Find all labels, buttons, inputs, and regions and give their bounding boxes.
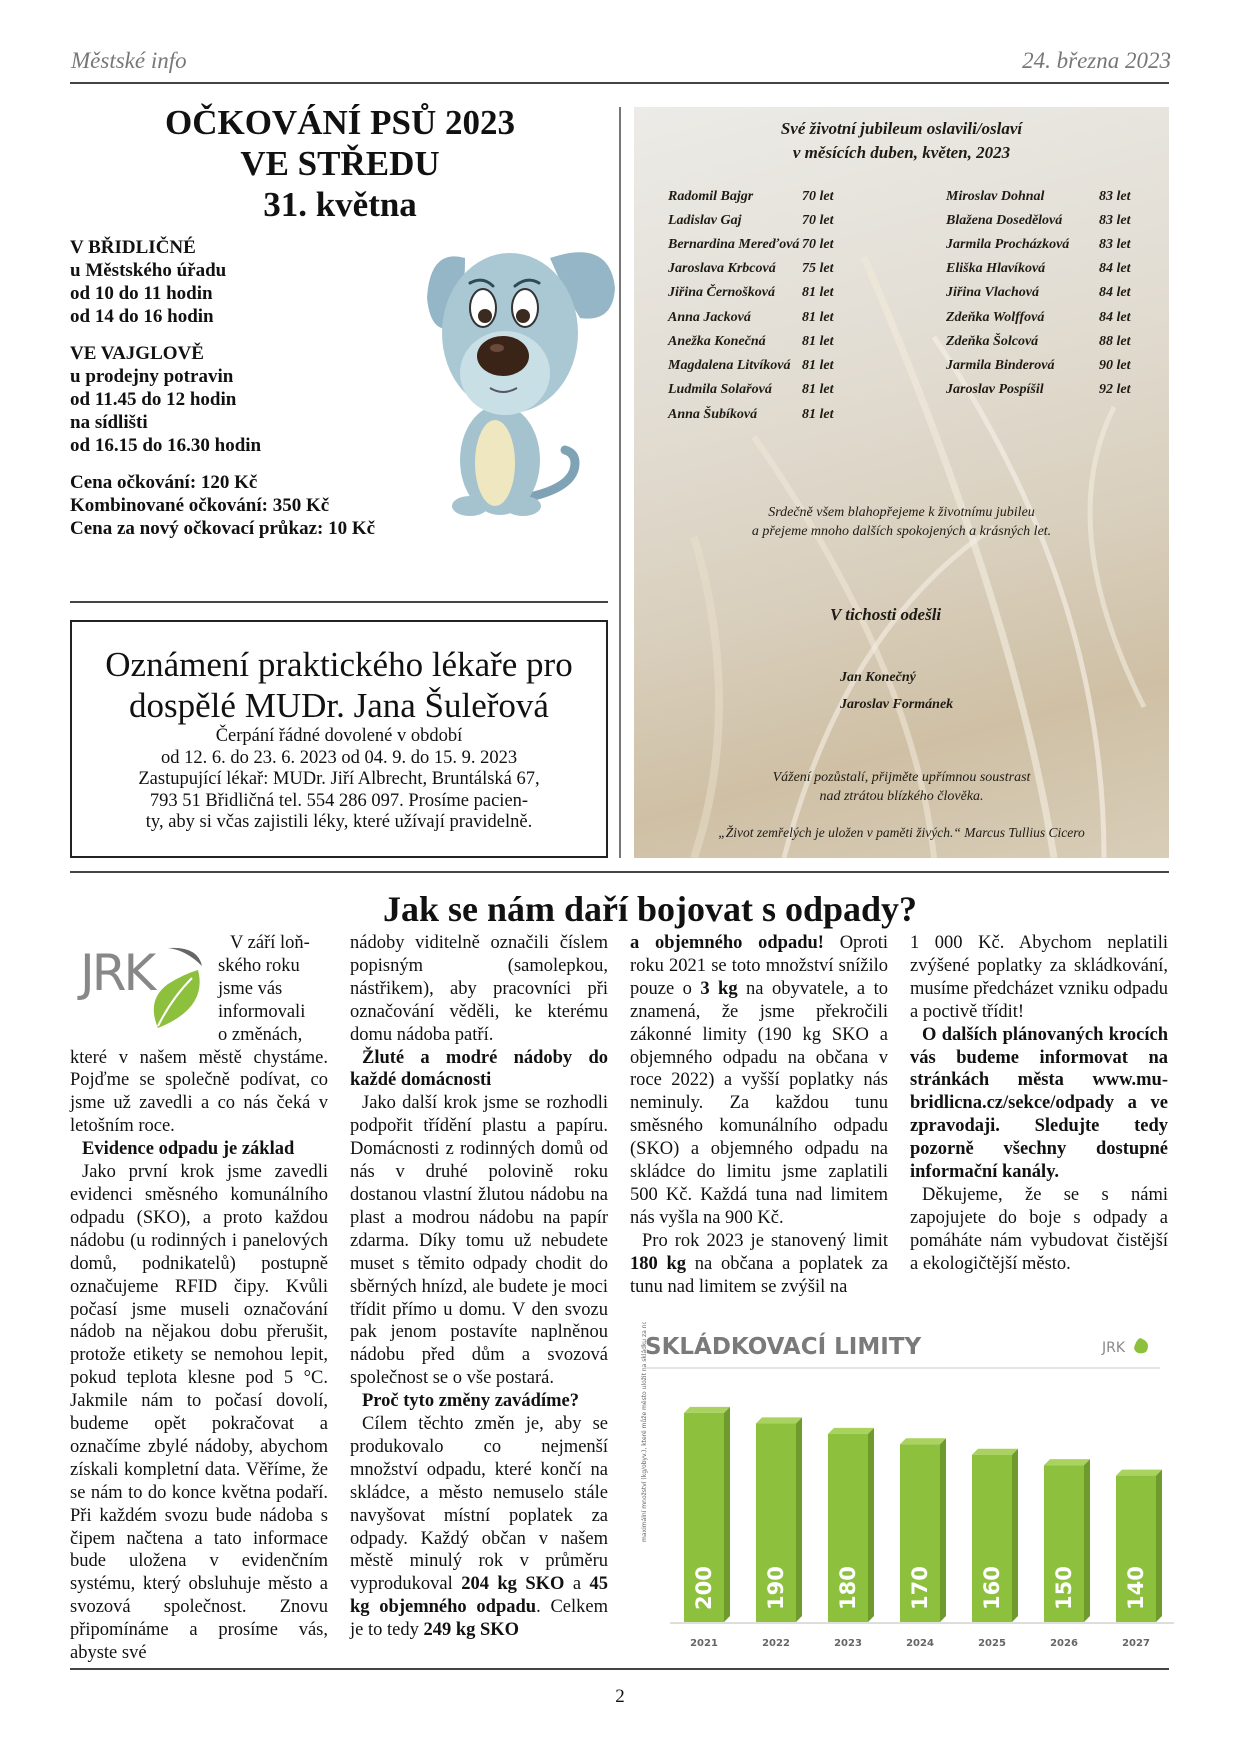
jubilee-title-line: Své životní jubileum oslavili/oslaví — [780, 119, 1023, 138]
jubilee-name: Anežka Konečná — [668, 334, 766, 349]
jubilee-name: Bernardina Mereďová — [668, 237, 800, 252]
doctor-text-line: ty, aby si včas zajistili léky, které užívají pravidelně. — [145, 812, 533, 832]
vaccination-line: u prodejny potravin — [70, 366, 234, 387]
text: a — [564, 1574, 590, 1595]
memoriam-name: Jaroslav Formánek — [840, 697, 954, 712]
text: Cílem těchto změn je, aby se produkovalo co nejmenší množství odpadu, které končí na skládce, a město nemuselo stále navyšovat místní poplatek za odpady. Každý občan v našem městě minulý rok v průměru vyprodukoval — [350, 1414, 608, 1595]
highlight: a objemného odpadu! — [630, 933, 824, 953]
section-heading: Proč tyto změny zavádíme? — [362, 1391, 579, 1412]
vaccination-line: od 11.45 do 12 hodin — [70, 389, 237, 410]
jubilee-name: Jarmila Procházková — [946, 237, 1070, 252]
jubilee-age: 88 let — [1099, 334, 1131, 349]
vaccination-title-line: OČKOVÁNÍ PSŮ 2023 — [164, 103, 516, 142]
chart-data-label: 160 — [980, 1566, 1004, 1610]
vaccination-line: V BŘIDLIČNÉ — [70, 237, 196, 258]
spacer — [70, 457, 375, 471]
header-date: 24. března 2023 — [1022, 48, 1171, 73]
column-divider — [619, 107, 621, 858]
chart-ylabel: maximální množství (kg/obyv.), které může město uložit na skládku za normálnější poplatek — [641, 1322, 648, 1542]
text: Oproti roku 2021 se toto množství snížilo pouze o — [630, 933, 888, 999]
jubilee-age: 75 let — [802, 261, 834, 276]
jubilee-name: Miroslav Dohnal — [946, 189, 1045, 204]
jubilee-panel — [634, 107, 1169, 858]
paragraph: nádoby viditelně označili číslem popisným (samolepkou, nástřikem), aby pracovníci při označování věděli, ke kterému domu nádoba patří. — [350, 933, 608, 1045]
memoriam-name: Jan Konečný — [840, 670, 916, 685]
vaccination-price: Cena za nový očkovací průkaz: 10 Kč — [70, 518, 376, 539]
intro-line: jsme vás — [218, 978, 283, 999]
doctor-text-line: Čerpání řádné dovolené v období — [215, 726, 463, 746]
jubilee-name: Anna Jacková — [668, 310, 751, 325]
vaccination-price: Kombinované očkování: 350 Kč — [70, 495, 330, 516]
jubilee-name: Jaroslava Krbcová — [668, 261, 776, 276]
chart-data-label: 180 — [836, 1566, 860, 1610]
chart-bar-top — [1044, 1459, 1090, 1465]
vaccination-line: u Městského úřadu — [70, 260, 227, 281]
jubilee-age: 84 let — [1099, 310, 1131, 325]
vaccination-price: Cena očkování: 120 Kč — [70, 472, 258, 493]
chart-data-label: 170 — [908, 1566, 932, 1610]
highlight: 180 kg — [630, 1253, 687, 1274]
chart-tick-label: 2022 — [762, 1638, 790, 1649]
highlight: 204 kg SKO — [461, 1574, 565, 1595]
chart-tick-label: 2025 — [978, 1638, 1006, 1649]
condolence-line: nad ztrátou blízkého člověka. — [819, 789, 984, 804]
section-heading: Žluté a modré nádoby do každé domácnosti — [350, 1047, 608, 1091]
jubilee-wish-line: a přejeme mnoho dalších spokojených a krásných let. — [751, 524, 1052, 539]
chart-bar-top — [1116, 1470, 1162, 1476]
highlight: 249 kg SKO — [423, 1620, 520, 1641]
chart-bar-side — [1084, 1459, 1090, 1622]
vaccination-line: VE VAJGLOVĚ — [70, 343, 204, 364]
info-paragraph: O dalších plánovaných krocích vás budeme informovat na stránkách města www.mu-bridlicna.cz/sekce/odpady a ve zpravodaji. Sledujte tedy pozorně všechny dostupné informační kanály. — [910, 1024, 1168, 1183]
chart-bar-top — [972, 1449, 1018, 1455]
jubilee-age: 90 let — [1099, 358, 1131, 373]
jubilee-age: 84 let — [1099, 261, 1131, 276]
chart-data-label: 190 — [764, 1566, 788, 1610]
vaccination-line: od 14 do 16 hodin — [70, 306, 214, 327]
jubilee-age: 83 let — [1099, 237, 1131, 252]
article-column-3 — [630, 932, 888, 1299]
chart-bar-side — [724, 1407, 730, 1622]
jubilee-name: Jaroslav Pospíšil — [946, 382, 1044, 397]
article-column-4 — [910, 932, 1168, 1276]
vaccination-title-line: VE STŘEDU — [240, 144, 440, 183]
doctor-title-line: dospělé MUDr. Jana Šuleřová — [129, 686, 549, 725]
text: Pro rok 2023 je stanovený limit — [642, 1230, 888, 1251]
jubilee-name: Zdeňka Šolcová — [946, 334, 1039, 349]
vaccination-title — [140, 102, 540, 225]
jubilee-wish-line: Srdečně všem blahopřejeme k životnímu jubileu — [768, 505, 1035, 520]
doctor-title-line: Oznámení praktického lékaře pro — [105, 645, 573, 684]
paragraph: Jako první krok jsme zavedli evidenci směsného komunálního odpadu (SKO), a proto každou nádobu (u rodinných i panelových domů, podnikatelů) postupně označujeme RFID čipy. Kvůli počasí jsme museli označování nádob na nějakou dobu přerušit, protože etikety se nemohou lepit, pokud teplota klesne pod 5 °C. Jakmile nám to počasí dovolí, budeme opět pokračovat a označíme zbylé nádoby, abychom získali kompletní data. Věříme, že se nám to do konce května podaří. Při každém svozu bude nádoba s čipem načtena a tato informace bude uložena v evidenčním systému, který obsluhuje město a svozová společnost. Znovu připomínáme a prosíme vás, abyste své — [70, 1162, 328, 1664]
doctor-text-line: Zastupující lékař: MUDr. Jiří Albrecht, Bruntálská 67, — [138, 769, 540, 789]
jubilee-age: 81 let — [802, 382, 834, 397]
vaccination-line: na sídlišti — [70, 412, 148, 433]
vaccination-line: od 16.15 do 16.30 hodin — [70, 435, 262, 456]
doctor-text — [72, 726, 606, 834]
section-rule — [70, 871, 1169, 873]
jubilee-wish — [634, 503, 1169, 541]
paragraph: Jako další krok jsme se rozhodli podpořit třídění plastu a papíru. Domácnosti z rodinných domů od nás v druhé polovině roku dostanou vlastní žlutou nádobu na plast a modrou nádobu na papír zdarma. Díky tomu už nebudete muset s těmito odpady chodit do sběrných hnízd, ale budete je moci třídit přímo u domu. V den svozu pak jenom postavíte naplněnou nádobu před dům a svozová společnost se o vše postará. — [350, 1093, 608, 1389]
chart-bar-side — [1156, 1470, 1162, 1622]
jubilee-name: Jarmila Binderová — [946, 358, 1055, 373]
paragraph: Děkujeme, že se s námi zapojujete do boje s odpady a pomáháte nám vybudovat čistější a ekologičtější město. — [910, 1184, 1168, 1274]
jubilee-name: Jiřina Černošková — [668, 285, 775, 300]
chart-data-label: 140 — [1124, 1566, 1148, 1610]
jubilee-age: 83 let — [1099, 213, 1131, 228]
text: na obyvatele, a to znamená, že jsme překročili zákonné limity (190 kg SKO a objemného odpadu na občana v roce 2022) a vyšší poplatky nás neminuly. Za každou tunu směsného komunálního odpadu (SKO) a objemného odpadu na skládce do limitu jsme zaplatili 500 Kč. Každá tuna nad limitem nás vyšla na 900 Kč. — [630, 978, 888, 1228]
jubilee-age: 81 let — [802, 285, 834, 300]
intro-line: V září loň- — [230, 933, 310, 953]
chart-bar-top — [900, 1438, 946, 1444]
footer-rule — [70, 1668, 1169, 1670]
highlight: 45 kg objemného odpadu — [350, 1574, 609, 1618]
dog-illustration — [425, 238, 625, 533]
article-title: Jak se nám daří bojovat s odpady? — [382, 889, 918, 929]
jubilee-name: Ludmila Solařová — [668, 382, 772, 397]
header-rule — [70, 82, 1169, 84]
chart-bar-side — [1012, 1449, 1018, 1622]
jubilee-age: 81 let — [802, 407, 834, 422]
jubilee-age: 92 let — [1099, 382, 1131, 397]
text: na občana a poplatek za tunu nad limitem se zvýšil na — [630, 1253, 888, 1297]
chart-tick-label: 2027 — [1122, 1638, 1150, 1649]
jubilee-age: 81 let — [802, 334, 834, 349]
chart-tick-label: 2026 — [1050, 1638, 1078, 1649]
paragraph — [350, 1413, 608, 1642]
spacer — [70, 328, 375, 342]
chart-svg — [630, 1322, 1175, 1660]
intro-block — [218, 932, 328, 1047]
chart-tick-label: 2021 — [690, 1638, 718, 1649]
paragraph — [630, 1230, 888, 1299]
vaccination-title-line: 31. května — [263, 185, 417, 224]
article-column-2 — [350, 932, 608, 1642]
page-number: 2 — [615, 1686, 625, 1707]
jubilee-name: Zdeňka Wolffová — [946, 310, 1045, 325]
chart-bar-side — [868, 1428, 874, 1622]
doctor-text-line: 793 51 Břidličná tel. 554 286 097. Prosíme pacien- — [149, 790, 529, 811]
condolence — [634, 768, 1169, 806]
paragraph — [630, 932, 888, 1230]
intro-line: informovali — [218, 1001, 306, 1022]
vaccination-info — [70, 236, 375, 540]
jubilee-age: 70 let — [802, 237, 834, 252]
highlight: 3 kg — [700, 978, 738, 999]
cicero-quote: „Život zemřelých je uložen v paměti živých.“ Marcus Tullius Cicero — [718, 825, 1085, 840]
article-column-1 — [70, 932, 328, 1665]
jubilee-title-line: v měsících duben, květen, 2023 — [792, 143, 1011, 162]
chart-data-label: 200 — [692, 1566, 716, 1610]
jubilee-name: Radomil Bajgr — [668, 189, 754, 204]
vaccination-line: od 10 do 11 hodin — [70, 283, 213, 304]
jubilee-title — [634, 117, 1169, 165]
jubilee-age: 70 let — [802, 213, 834, 228]
chart-bar-side — [796, 1417, 802, 1622]
intro-line: ského roku — [218, 955, 300, 976]
doctor-notice — [70, 620, 608, 858]
jubilee-age: 83 let — [1099, 189, 1131, 204]
intro-line: o změnách, — [218, 1024, 303, 1045]
jrk-logo-text: JRK — [80, 944, 154, 1002]
chart-logo-leaf-icon — [1134, 1338, 1148, 1353]
chart-bar-top — [756, 1417, 802, 1423]
chart-logo: JRK — [1102, 1340, 1126, 1356]
jubilee-name: Magdalena Litvíková — [668, 358, 791, 373]
text: . Celkem je to tedy — [350, 1597, 608, 1641]
jubilee-name: Blažena Dosedělová — [946, 213, 1063, 228]
chart-tick-label: 2024 — [906, 1638, 934, 1649]
jubilee-name: Ladislav Gaj — [668, 213, 742, 228]
chart-bar-side — [940, 1438, 946, 1622]
landfill-limits-chart — [630, 1322, 1175, 1660]
paragraph: 1 000 Kč. Abychom neplatili zvýšené poplatky za skládkování, musíme předcházet vzniku odpadu a poctivě třídit! — [910, 933, 1168, 1022]
jubilee-age: 84 let — [1099, 285, 1131, 300]
chart-bar-top — [684, 1407, 730, 1413]
jubilee-age: 81 let — [802, 358, 834, 373]
jubilee-name: Anna Šubíková — [668, 407, 758, 422]
chart-bar-top — [828, 1428, 874, 1434]
jubilee-age: 70 let — [802, 189, 834, 204]
chart-tick-label: 2023 — [834, 1638, 862, 1649]
chart-bars — [670, 1407, 1174, 1649]
section-heading: Evidence odpadu je základ — [82, 1139, 295, 1160]
memoriam-title: V tichosti odešli — [830, 605, 942, 624]
paragraph: které v našem městě chystáme. Pojďme se společně podívat, co jsme už zavedli a co nás čeká v letošním roce. — [70, 1047, 328, 1137]
condolence-line: Vážení pozůstalí, přijměte upřímnou soustrast — [772, 770, 1031, 785]
chart-title: SKLÁDKOVACÍ LIMITY — [645, 1334, 922, 1360]
jubilee-name: Jiřina Vlachová — [946, 285, 1039, 300]
jubilee-name: Eliška Hlavíková — [946, 261, 1046, 276]
header-left: Městské info — [71, 48, 187, 73]
doctor-title — [72, 644, 606, 726]
chart-data-label: 150 — [1052, 1566, 1076, 1610]
jubilee-age: 81 let — [802, 310, 834, 325]
section-rule — [70, 601, 608, 603]
doctor-text-line: od 12. 6. do 23. 6. 2023 od 04. 9. do 15. 9. 2023 — [160, 747, 518, 768]
